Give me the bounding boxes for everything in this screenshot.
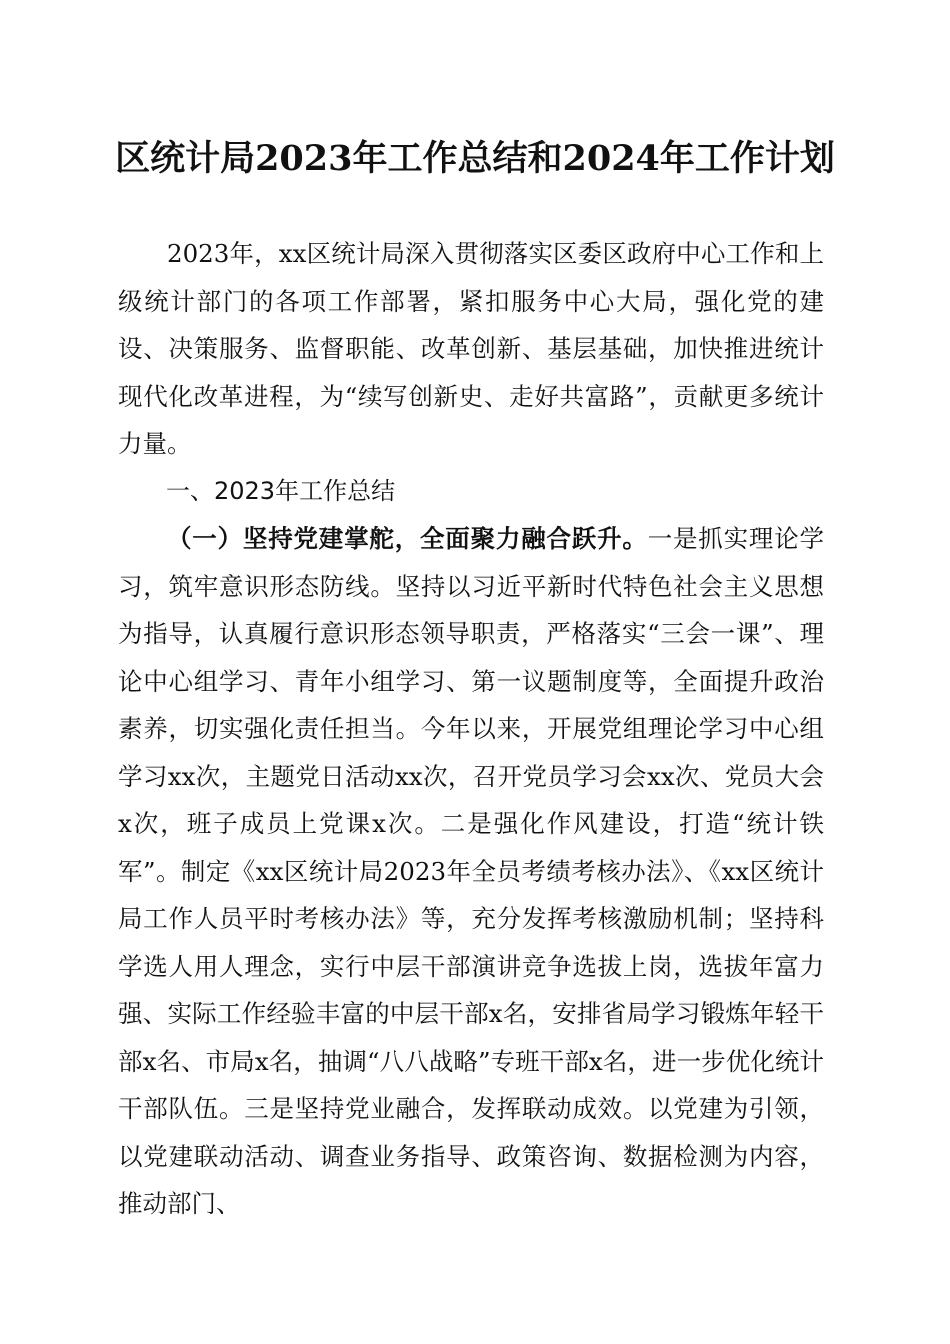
intro-paragraph: 2023年，xx区统计局深入贯彻落实区委区政府中心工作和上级统计部门的各项工作部署，紧扣服务中心大局，强化党的建设、决策服务、监督职能、改革创新、基层基础，加快推进统计现代化改革进程，为“续写创新史、走好共富路”，贡献更多统计力量。	[118, 239, 824, 458]
subsection-paragraph	[118, 515, 824, 1228]
subsection-lead: （一）坚持党建掌舵，全面聚力融合跃升。	[167, 524, 648, 553]
document-body	[118, 230, 824, 1228]
section-heading: 一、2023年工作总结	[166, 476, 396, 505]
subsection-body: 一是抓实理论学习，筑牢意识形态防线。坚持以习近平新时代特色社会主义思想为指导，认真履行意识形态领导职责，严格落实“三会一课”、理论中心组学习、青年小组学习、第一议题制度等，全面提升政治素养，切实强化责任担当。今年以来，开展党组理论学习中心组学习xx次，主题党日活动xx次，召开党员学习会xx次、党员大会x次，班子成员上党课x次。二是强化作风建设，打造“统计铁军”。制定《xx区统计局2023年全员考绩考核办法》、《xx区统计局工作人员平时考核办法》等，充分发挥考核激励机制；坚持科学选人用人理念，实行中层干部演讲竞争选拔上岗，选拔年富力强、实际工作经验丰富的中层干部x名，安排省局学习锻炼年轻干部x名、市局x名，抽调“八八战略”专班干部x名，进一步优化统计干部队伍。三是坚持党业融合，发挥联动成效。以党建为引领，以党建联动活动、调查业务指导、政策咨询、数据检测为内容，推动部门、	[118, 524, 825, 1218]
document-title: 区统计局2023年工作总结和2024年工作计划	[115, 138, 835, 179]
